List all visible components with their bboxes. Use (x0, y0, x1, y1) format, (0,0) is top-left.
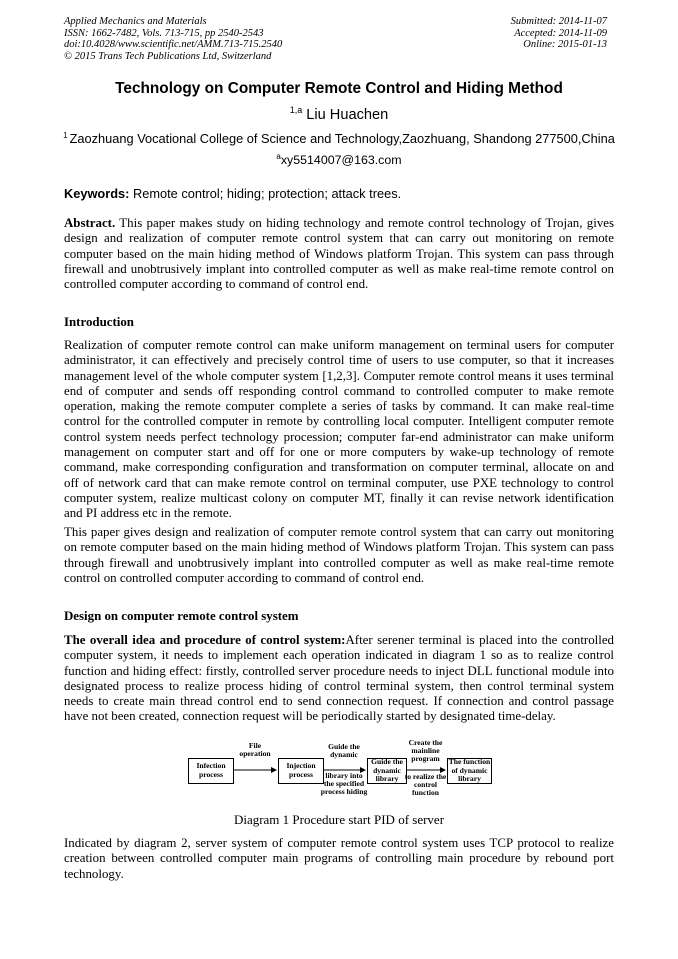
paper-title: Technology on Computer Remote Control and Hiding Method (115, 80, 563, 97)
design-lead: The overall idea and procedure of control system: (64, 633, 346, 647)
infection-process-box: Infection process (188, 758, 234, 784)
affiliation-line (0, 131, 678, 146)
affiliation-text: Zaozhuang Vocational College of Science and Technology,Zaozhuang, Shandong 277500,China (69, 131, 615, 146)
final-paragraph: Indicated by diagram 2, server system of computer remote control system uses TCP protocol to realize creation between controlled computer main programs of controlling main procedure by rebound port technology. (64, 836, 614, 881)
author-superscript: 1,a (289, 105, 303, 115)
abstract (64, 216, 614, 292)
diagram-caption: Diagram 1 Procedure start PID of server (233, 812, 445, 827)
realize-control-label: to realize the control function (404, 772, 447, 798)
journal-info (64, 16, 282, 62)
keywords (64, 186, 401, 201)
abstract-text: This paper makes study on hiding technology and remote control technology of Trojan, gives design and realization of computer remote control system that can carry out monitoring on remote computer based on the main hiding method of Windows platform Trojan. This system can pass through firewall and unobtrusively implant into controlled computer as well as make real-time remote control on controlled computer according to command of control end. (64, 216, 614, 292)
online-date: Online: 2015-01-13 (523, 39, 607, 51)
introduction-heading: Introduction (64, 315, 134, 329)
procedure-diagram (186, 738, 496, 806)
issn-line: ISSN: 1662-7482, Vols. 713-715, pp 2540-2543 (64, 27, 264, 39)
email-address: xy5514007@163.com (280, 153, 402, 167)
keywords-label: Keywords: (64, 186, 130, 201)
copyright-line: © 2015 Trans Tech Publications Ltd, Switzerland (64, 50, 272, 62)
author-name: Liu Huachen (306, 107, 389, 123)
guide-dynamic-library-box: Guide the dynamic library (367, 758, 407, 784)
file-operation-label: File operation (239, 741, 271, 759)
design-heading: Design on computer remote control system (64, 609, 299, 623)
submitted-date: Submitted: 2014-11-07 (510, 16, 607, 27)
dynamic-library-function-box: The function of dynamic library (448, 757, 491, 784)
guide-dynamic-label: Guide the dynamic (328, 742, 360, 760)
accepted-date: Accepted: 2014-11-09 (514, 27, 607, 39)
design-text: After serener terminal is placed into the controlled computer system, it needs to implement each operation indicated in diagram 1 so as to realize control function and hiding effect: firstly, controlled server procedure needs to inject DLL functional module into designated process to realize process hiding of control terminal system, then control terminal system needs to create main thread control end to send connection request. If connection and control passage have not been created, connection request will be periodically started by designated time-delay. (64, 633, 614, 724)
keywords-text: Remote control; hiding; protection; attack trees. (132, 186, 402, 201)
introduction-paragraph-1: Realization of computer remote control can make uniform management on terminal users for computer administrator, it can effectively and precisely control time of users to use computer, so that it increases management level of the whole computer system [1,2,3]. Computer remote control means it uses terminal end of computer and sends off responding control command to controlled computer to make remote operation, making the remote computer complete a series of tasks by command. It can make real-time control for the controlled computer in remote by controlling local computer. Intelligent computer remote control system needs perfect technology procession; computer far-end administrator can make uniform management on computer start and off for one or more computers by wake-up technology of remote command, make corresponding configuration and transformation on computer terminal, allocate on and off of network card that can make remote control on terminal computer, use PXE technology to control computer system, realize multicast colony on computer MT, finally it can revise network identification and PI address etc in the remote. (64, 338, 614, 521)
submission-dates (511, 16, 607, 51)
introduction-paragraph-2: This paper gives design and realization of computer remote control system that can carry out monitoring on remote computer based on the main hiding method of Windows platform Trojan. This system can pass through firewall and unobtrusively implant into controlled computer as well as make real-time remote control on controlled computer according to command of control end. (64, 525, 614, 585)
journal-name: Applied Mechanics and Materials (64, 16, 207, 27)
email-superscript: a (276, 152, 281, 161)
abstract-label: Abstract. (64, 216, 116, 230)
library-into-process-label: library into the specified process hiding (320, 771, 368, 797)
email-line (0, 152, 678, 167)
create-mainline-label: Create the mainline program (408, 738, 443, 764)
affiliation-superscript: 1 (63, 131, 68, 140)
author-line (0, 105, 678, 123)
injection-process-box: Injection process (278, 758, 324, 784)
design-paragraph (64, 633, 614, 725)
doi-line: doi:10.4028/www.scientific.net/AMM.713-715.2540 (64, 39, 283, 51)
